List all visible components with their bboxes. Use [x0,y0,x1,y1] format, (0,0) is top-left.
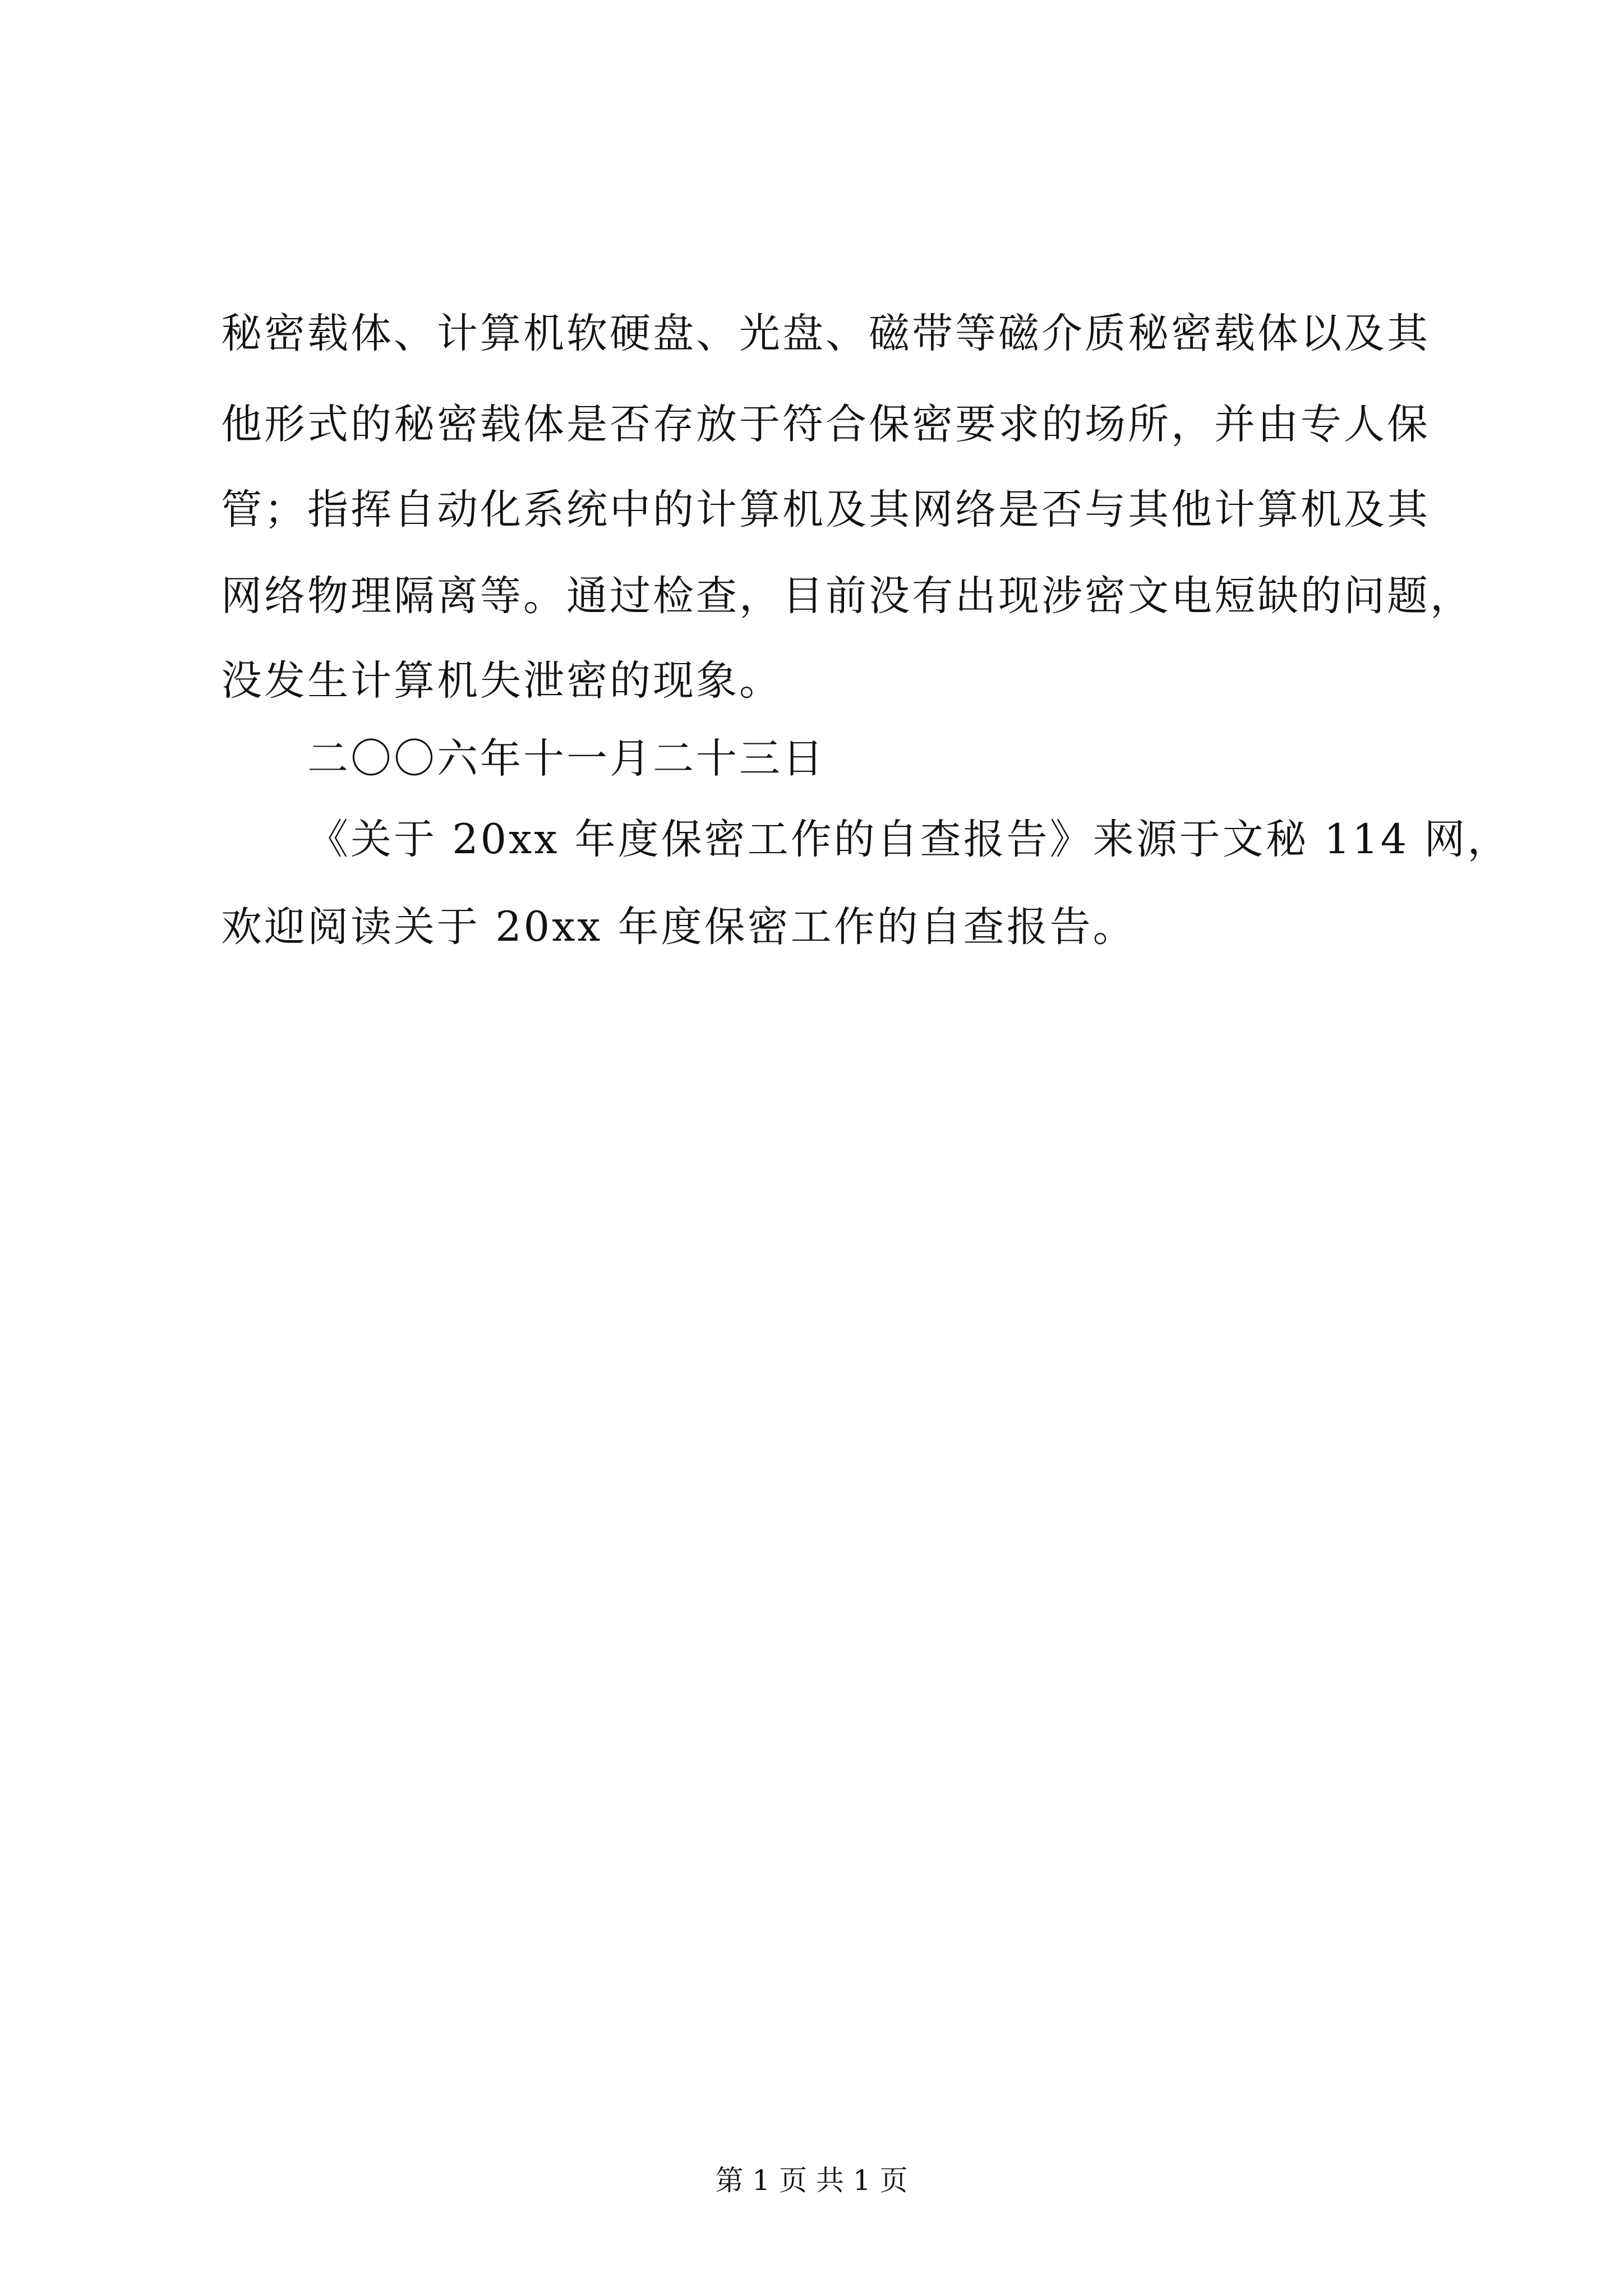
page-number-footer: 第 1 页 共 1 页 [715,2164,908,2197]
body-text-line: 网络物理隔离等。通过检查，目前没有出现涉密文电短缺的问题， [221,572,1473,620]
body-text-line: 管；指挥自动化系统中的计算机及其网络是否与其他计算机及其 [221,486,1430,533]
body-text-line: 他形式的秘密载体是否存放于符合保密要求的场所，并由专人保 [221,401,1430,448]
body-text-line: 没发生计算机失泄密的现象。 [221,657,782,705]
source-note-line: 欢迎阅读关于 20xx 年度保密工作的自查报告。 [221,903,1136,951]
date-line: 二〇〇六年十一月二十三日 [307,735,826,783]
body-text-line: 秘密载体、计算机软硬盘、光盘、磁带等磁介质秘密载体以及其 [221,310,1430,357]
source-note-line: 《关于 20xx 年度保密工作的自查报告》来源于文秘 114 网， [307,816,1511,863]
